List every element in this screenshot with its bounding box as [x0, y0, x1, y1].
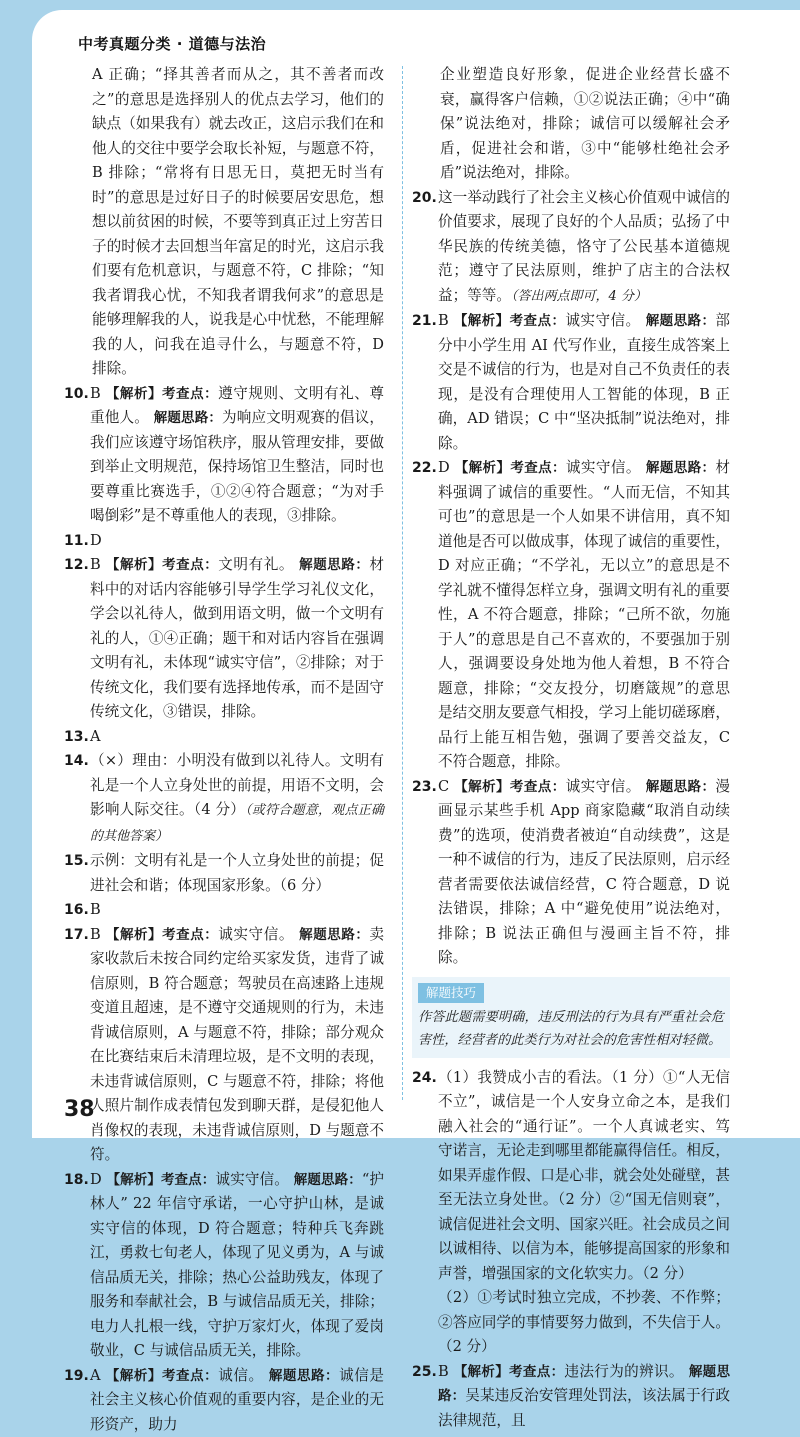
answer-12: [64, 553, 384, 725]
answer-text: 示例：文明有礼是一个人立身处世的前提；促进社会和谐；体现国家形象。（6 分）: [90, 852, 384, 894]
question-number: 22.: [412, 456, 437, 481]
solving-tip-title: 解题技巧: [418, 983, 484, 1003]
left-column: [64, 63, 384, 1437]
solving-tip-text: 作答此题需要明确，违反刑法的行为具有严重社会危害性，经营者的此类行为对社会的危害性相对轻微。: [418, 1006, 724, 1052]
answer-11: [64, 529, 384, 554]
answer-choice: B: [90, 901, 101, 918]
question-number: 24.: [412, 1066, 437, 1091]
question-number: 21.: [412, 309, 437, 334]
question-number: 23.: [412, 775, 437, 800]
approach-text: 材料中的对话内容能够引导学生学习礼仪文化，学会以礼待人，做到用语文明，做一个文明有礼的人，①④正确；题干和对话内容旨在强调文明有礼，未体现“诚实守信”，②排除；对于传统文化，我们要有选择地传承，而不是固守传统文化，③错误，排除。: [90, 556, 384, 720]
approach-label: 解题思路：: [269, 1368, 339, 1384]
answer-16: [64, 898, 384, 923]
question-number: 10.: [64, 382, 89, 407]
analysis-label: 【解析】考查点：: [106, 557, 218, 573]
key-point: 诚信。: [218, 1367, 263, 1384]
approach-text: 卖家收款后未按合同约定给买家发货，违背了诚信原则，B 符合题意；驾驶员在高速路上违规变道且超速，是不遵守交通规则的行为，未违背诚信原则，A 与题意不符，排除；部分观众在比赛结束后未清理垃圾，是不文明的表现，未违背诚信原则，C 与题意不符，排除；将他人照片制作成表情包发到聊天群，是侵犯他人肖像权的表现，未违背诚信原则，D 与题意不符。: [90, 926, 384, 1164]
question-number: 20.: [412, 186, 437, 211]
answer-part-2: （2）①考试时独立完成，不抄袭、不作弊；②答应同学的事情要努力做到，不失信于人。（2 分）: [438, 1286, 730, 1360]
answer-17: [64, 923, 384, 1168]
answer-15: [64, 849, 384, 898]
answer-part-1: （1）我赞成小吉的看法。（1 分）①“人无信不立”，诚信是一个人安身立命之本，是我们融入社会的“通行证”。一个人真诚老实、笃守诺言，无论走到哪里都能赢得信任。相反，如果弄虚作假、口是心非，就会处处碰壁，甚至无法立身处世。（2 分）②“国无信则衰”，诚信促进社会文明、国家兴旺。社会成员之间以诚相待、以信为本，能够提高国家的形象和声誉，增强国家的文化软实力。（2 分）: [438, 1066, 730, 1287]
answer-choice: D: [90, 532, 102, 549]
key-point: 遵守规则、文明有礼、尊重他人。: [90, 385, 384, 427]
question-number: 17.: [64, 923, 89, 948]
analysis-label: 【解析】考查点：: [454, 313, 566, 329]
key-point: 诚实守信。: [566, 778, 641, 795]
approach-label: 解题思路：: [646, 779, 716, 795]
answer-23: [412, 775, 730, 971]
answer-18: [64, 1168, 384, 1364]
question-number: 19.: [64, 1364, 89, 1389]
answer-choice: B: [438, 1363, 449, 1380]
answer-10: [64, 382, 384, 529]
approach-label: 解题思路：: [438, 1364, 730, 1405]
analysis-label: 【解析】考查点：: [106, 1368, 218, 1384]
analysis-label: 【解析】考查点：: [454, 1364, 565, 1380]
page-header: 中考真题分类 · 道德与法治: [78, 33, 266, 54]
answer-choice: A: [90, 728, 101, 745]
question-number: 16.: [64, 898, 89, 923]
approach-label: 解题思路：: [294, 1172, 362, 1188]
continued-answer: 企业塑造良好形象，促进企业经营长盛不衰，赢得客户信赖，①②说法正确；④中“确保”说法绝对，排除；诚信可以缓解社会矛盾，促进社会和谐，③中“能够杜绝社会矛盾”说法绝对，排除。: [440, 63, 730, 186]
key-point: 诚实守信。: [566, 459, 641, 476]
approach-text: 部分中小学生用 AI 代写作业，直接生成答案上交是不诚信的行为，也是对自己不负责任的表现，是没有合理使用人工智能的体现，B 正确，AD 错误；C 中“坚决抵制”说法绝对，排除。: [438, 312, 730, 452]
question-number: 18.: [64, 1168, 89, 1193]
answer-13: [64, 725, 384, 750]
answer-choice: D: [90, 1171, 102, 1188]
question-number: 13.: [64, 725, 89, 750]
approach-label: 解题思路：: [154, 410, 222, 426]
answer-24: [412, 1066, 730, 1360]
key-point: 诚实守信。: [215, 1171, 289, 1188]
question-number: 25.: [412, 1360, 437, 1385]
answer-text: （×）理由：小明没有做到以礼待人。文明有礼是一个人立身处世的前提，用语不文明，会影响人际交往。（4 分）: [90, 752, 384, 818]
answer-text: 这一举动践行了社会主义核心价值观中诚信的价值要求，展现了良好的个人品质；弘扬了中华民族的传统美德，恪守了公民基本道德规范；遵守了民法原则，维护了店主的合法权益；等等。: [438, 189, 730, 304]
analysis-label: 【解析】考查点：: [106, 927, 218, 943]
answer-choice: B: [90, 926, 101, 943]
answer-21: [412, 309, 730, 456]
answer-note: （答出两点即可，4 分）: [511, 289, 647, 304]
answer-19: [64, 1364, 384, 1437]
answer-choice: B: [90, 385, 101, 402]
answer-choice: C: [438, 778, 449, 795]
answer-14: [64, 749, 384, 849]
approach-label: 解题思路：: [646, 460, 715, 476]
answer-20: [412, 186, 730, 310]
approach-label: 解题思路：: [299, 557, 369, 573]
page-number: 38: [64, 1097, 95, 1122]
question-number: 11.: [64, 529, 89, 554]
answer-choice: A: [90, 1367, 101, 1384]
key-point: 违法行为的辨识。: [564, 1363, 683, 1380]
answer-note: （或符合题意，观点正确的其他答案）: [90, 803, 384, 844]
answer-choice: B: [90, 556, 101, 573]
analysis-label: 【解析】考查点：: [106, 386, 218, 402]
answer-25: [412, 1360, 730, 1434]
right-column: [412, 63, 730, 1433]
approach-text: “护林人” 22 年信守承诺，一心守护山林，是诚实守信的体现，D 符合题意；特种兵飞奔跳江，勇救七旬老人，体现了见义勇为，A 与诚信品质无关，排除；热心公益助残友，体现了服务和奉献社会，B 与诚信品质无关，排除；电力人扎根一线，守护万家灯火，体现了爱岗敬业，C 与诚信品质无关，排除。: [90, 1171, 384, 1360]
approach-label: 解题思路：: [299, 927, 369, 943]
analysis-label: 【解析】考查点：: [455, 460, 566, 476]
approach-text: 漫画显示某些手机 App 商家隐藏“取消自动续费”的选项，使消费者被迫“自动续费”，这是一种不诚信的行为，违反了民法原则，启示经营者需要依法诚信经营，C 符合题意，D 说法错误，排除；A 中“避免使用”说法绝对，排除；B 说法正确但与漫画主旨不符，排除。: [438, 778, 730, 967]
approach-text: 材料强调了诚信的重要性。“人而无信，不知其可也”的意思是一个人如果不讲信用，真不知道他是否可以做成事，体现了诚信的重要性，D 对应正确；“不学礼，无以立”的意思是不学礼就不懂得怎样立身，强调文明有礼的重要性，A 不符合题意，排除；“己所不欲，勿施于人”的意思是自己不喜欢的，不要强加于别人，强调要设身处地为他人着想，B 不符合题意，排除；“交友投分，切磨箴规”的意思是结交朋友要意气相投，学习上能切磋琢磨，品行上能互相告勉，强调了要善交益友，C 不符合题意，排除。: [438, 459, 730, 770]
key-point: 诚实守信。: [218, 926, 294, 943]
question-number: 14.: [64, 749, 89, 774]
approach-text: 吴某违反治安管理处罚法，该法属于行政法律规范，且: [438, 1387, 730, 1429]
question-number: 12.: [64, 553, 89, 578]
question-number: 15.: [64, 849, 89, 874]
key-point: 文明有礼。: [218, 556, 294, 573]
approach-text: 诚信是社会主义核心价值观的重要内容，是企业的无形资产，助力: [90, 1367, 384, 1433]
approach-text: 为响应文明观赛的倡议，我们应该遵守场馆秩序，服从管理安排，要做到举止文明规范，保持场馆卫生整洁，同时也要尊重比赛选手，①②④符合题意；“为对手喝倒彩”是不尊重他人的表现，③排除。: [90, 409, 384, 524]
column-divider: [402, 66, 403, 1100]
continued-answer: A 正确；“择其善者而从之，其不善者而改之”的意思是选择别人的优点去学习，他们的缺点（如果我有）就去改正，这启示我们在和他人的交往中要学会取长补短，与题意不符，B 排除；“常将有日思无日，莫把无时当有时”的意思是过好日子的时候要居安思危，想想以前贫困的时候，不要等到真正过上穷苦日子的时候才去回想当年富足的时光，这启示我们要有危机意识，与题意不符，C 排除；“知我者谓我心忧，不知我者谓我何求”的意思是能够理解我的人，说我是心中忧愁，不能理解我的人，问我在追寻什么，与题意不符，D 排除。: [92, 63, 384, 382]
approach-label: 解题思路：: [646, 313, 716, 329]
answer-choice: D: [438, 459, 450, 476]
analysis-label: 【解析】考查点：: [106, 1172, 215, 1188]
analysis-label: 【解析】考查点：: [454, 779, 565, 795]
answer-22: [412, 456, 730, 775]
solving-tip-box: [412, 977, 730, 1058]
answer-choice: B: [438, 312, 449, 329]
key-point: 诚实守信。: [565, 312, 640, 329]
